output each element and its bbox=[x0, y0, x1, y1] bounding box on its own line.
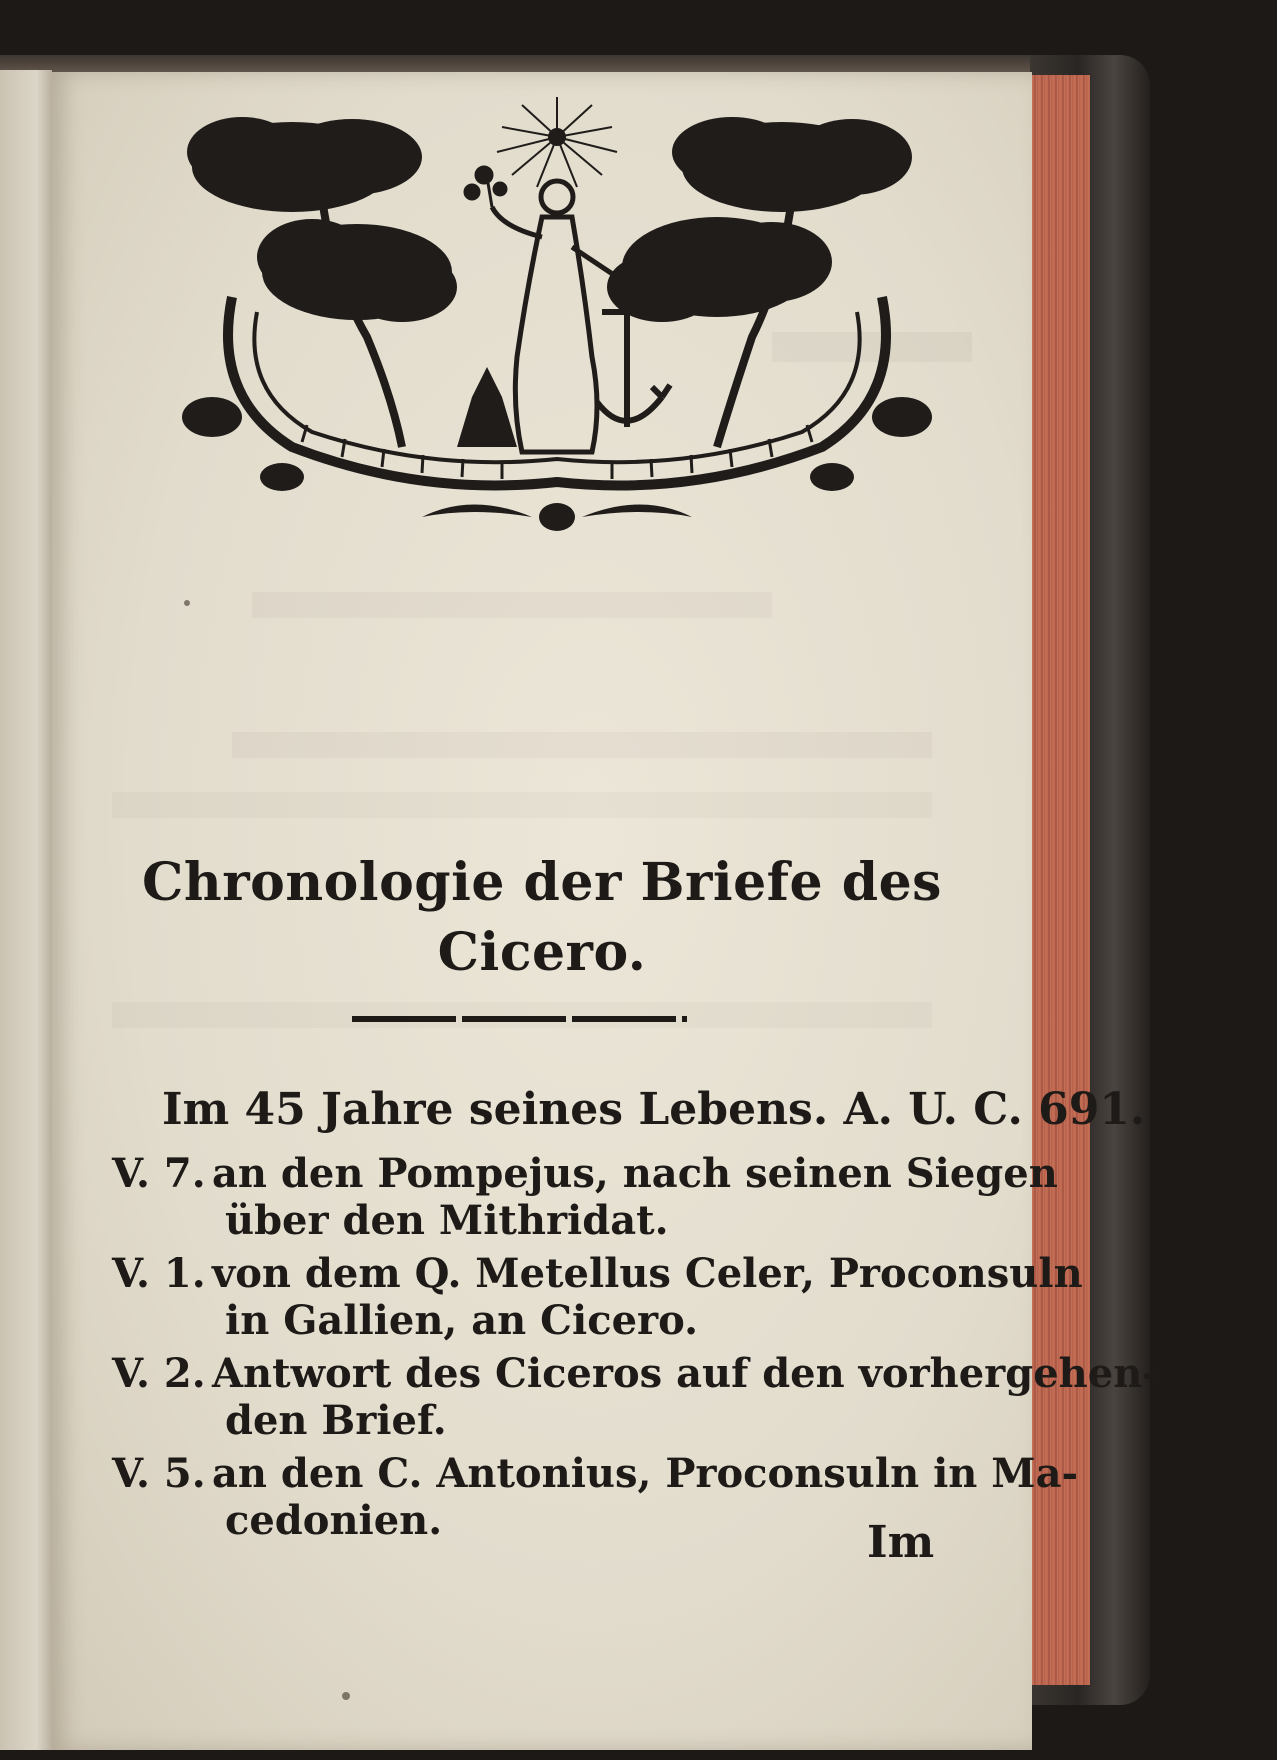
page-title: Chronologie der Briefe des bbox=[142, 852, 942, 913]
letter-number: V. 7. bbox=[112, 1150, 206, 1197]
list-item bbox=[112, 1350, 1159, 1397]
entry-text: an den Pompejus, nach seinen Siegen bbox=[212, 1150, 1058, 1197]
entry-continuation: in Gallien, an Cicero. bbox=[225, 1297, 698, 1344]
show-through bbox=[112, 1002, 932, 1028]
letter-number: V. 5. bbox=[112, 1450, 206, 1497]
entry-continuation: über den Mithridat. bbox=[225, 1197, 669, 1244]
entry-text: an den C. Antonius, Proconsuln in Ma- bbox=[212, 1450, 1079, 1497]
radiant-star-icon bbox=[497, 97, 617, 187]
entry-text: von dem Q. Metellus Celer, Proconsuln bbox=[212, 1250, 1083, 1297]
facing-page-edge bbox=[0, 70, 52, 1750]
entry-continuation: cedonien. bbox=[225, 1497, 443, 1544]
entry-text: Antwort des Ciceros auf den vorhergehen- bbox=[212, 1350, 1159, 1397]
show-through bbox=[252, 592, 772, 618]
chronology-heading: Im 45 Jahre seines Lebens. A. U. C. 691. bbox=[162, 1084, 1146, 1135]
page-title-line-2: Cicero. bbox=[437, 922, 647, 983]
red-page-edges bbox=[1030, 75, 1090, 1685]
entry-continuation: den Brief. bbox=[225, 1397, 447, 1444]
title-divider-rule bbox=[352, 1016, 687, 1022]
letter-number: V. 1. bbox=[112, 1250, 206, 1297]
list-item bbox=[112, 1450, 1078, 1497]
letter-number: V. 2. bbox=[112, 1350, 206, 1397]
list-item bbox=[112, 1150, 1058, 1197]
catchword: Im bbox=[867, 1517, 935, 1568]
list-item bbox=[112, 1250, 1083, 1297]
show-through bbox=[112, 792, 932, 818]
show-through bbox=[232, 732, 932, 758]
paper-speck bbox=[184, 600, 190, 606]
paper-speck bbox=[342, 1692, 350, 1700]
book-page bbox=[52, 72, 1159, 1750]
woodcut-vignette-icon bbox=[172, 97, 942, 557]
